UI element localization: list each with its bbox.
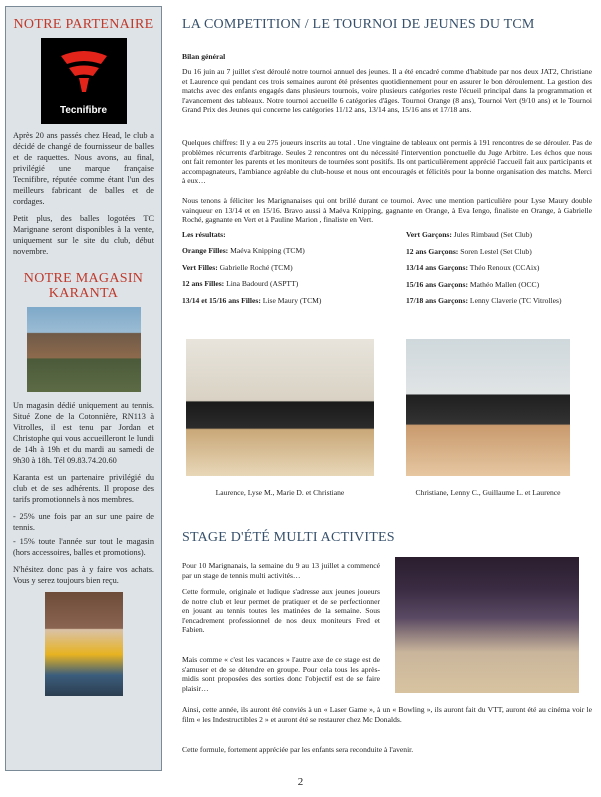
- sidebar: [5, 6, 162, 771]
- stage-paragraph-3: Mais comme « c'est les vacances » l'autre axe de ce stage est de s'amuser et de se détendre en groupe. Pour cela tous les après-midis sont proposées des sorties donc l'objectif est de se faire plaisir…: [182, 655, 380, 693]
- page-number: 2: [297, 776, 304, 788]
- shop-paragraph-3: - 25% une fois par an sur une paire de tennis.: [13, 512, 154, 532]
- result-winner: Soren Lestel (Set Club): [458, 246, 532, 256]
- result-row: [406, 247, 532, 257]
- result-category: Vert Garçons:: [406, 230, 452, 239]
- result-winner: Lise Maury (TCM): [260, 295, 322, 305]
- partner-paragraph-1: Après 20 ans passés chez Head, le club a décidé de changé de fournisseur de balles et de raquettes. Nous avons, au final, privilégié une marque française Tecnifibre, réputée comme étant l'un des meilleurs fabricant de balles et de cordages.: [13, 131, 154, 206]
- photo-1-caption: Laurence, Lyse M., Marie D. et Christiane: [215, 488, 345, 497]
- tournament-photo-2: [406, 339, 570, 476]
- shop-title: NOTRE MAGASIN KARANTA: [23, 271, 144, 301]
- result-winner: Mathéo Mallen (OCC): [468, 279, 540, 289]
- shop-paragraph-4: - 15% toute l'année sur tout le magasin (hors accessoires, balles et promotions).: [13, 537, 154, 557]
- competition-title: LA COMPETITION / LE TOURNOI DE JEUNES DU TCM: [182, 17, 535, 32]
- stage-title: STAGE D'ÉTÉ MULTI ACTIVITES: [182, 530, 395, 545]
- results-heading: Les résultats:: [182, 230, 226, 239]
- result-row: [406, 263, 539, 273]
- stage-paragraph-1: Pour 10 Marignanais, la semaine du 9 au 13 juillet a commencé par un stage de tennis multi activités…: [182, 561, 380, 580]
- bowling-photo: [395, 557, 579, 693]
- result-row: [182, 279, 298, 289]
- shop-paragraph-2: Karanta est un partenaire privilégié du club et de ses adhérents. Il propose des tarifs promotionnels à nos membres.: [13, 473, 154, 504]
- result-category: 12 ans Garçons:: [406, 246, 459, 256]
- result-category: 12 ans Filles:: [182, 279, 225, 288]
- bilan-paragraph-3: Nous tenons à féliciter les Marignanaises qui ont brillé durant ce tournoi. Avec une mention particulière pour Lyse Maury double vainqueur en 13/14 et en 15/16. Bravo aussi à Maéva Knipping, gagnante en Orange, à Eva Iengo, finaliste en Orange, à Gabrielle Roché, gagnante en Vert et à Pauline Marion , finaliste en Vert.: [182, 196, 592, 225]
- result-row: [406, 230, 532, 240]
- shop-photo: [27, 307, 141, 392]
- result-winner: Jules Rimbaud (Set Club): [451, 230, 533, 239]
- result-row: [182, 296, 321, 306]
- logo-wordmark: Tecnifibre: [59, 105, 108, 116]
- shop-paragraph-5: N'hésitez donc pas à y faire vos achats. Vous y serez toujours bien reçu.: [13, 565, 154, 585]
- result-category: 13/14 et 15/16 ans Filles:: [182, 295, 261, 305]
- shop-paragraph-1: Un magasin dédié uniquement au tennis. Situé Zone de la Cotonnière, RN113 à Vitrolles, il est tenu par Jordan et Christophe qui vous accueilleront le lundi de 14h à 19h et du mardi au samedi de 9h30 à 18h. Tél 09.83.74.20.60: [13, 401, 154, 465]
- shop-staff-photo: [45, 592, 123, 696]
- result-winner: Lenny Claverie (TC Vitrolles): [468, 296, 562, 305]
- stage-paragraph-4: Ainsi, cette année, ils auront été conviés à un « Laser Game », à un « Bowling », ils auront fait du VTT, auront été au cinéma voir le film « les Indestructibles 2 » et auront été se restaurer chez Mc Donalds.: [182, 705, 592, 724]
- stage-paragraph-2: Cette formule, originale et ludique s'adresse aux jeunes joueurs de notre club et leur permet de pratiquer et de se perfectionner en jouant au tennis toutes les matinées de la semaine. Sous l'encadrement professionnel de nos deux moniteurs Fred et Fabien.: [182, 587, 380, 635]
- result-row: [182, 263, 293, 273]
- result-category: 17/18 ans Garçons:: [406, 296, 469, 305]
- tournament-photo-1: [186, 339, 374, 476]
- result-category: Orange Filles:: [182, 246, 229, 255]
- result-winner: Lina Badourd (ASPTT): [224, 279, 299, 288]
- bilan-heading: Bilan général: [182, 52, 226, 61]
- photo-2-caption: Christiane, Lenny C., Guillaume L. et Laurence: [415, 488, 561, 497]
- result-row: [406, 280, 539, 290]
- result-winner: Gabrielle Roché (TCM): [217, 262, 293, 272]
- result-winner: Théo Renoux (CCAix): [468, 263, 540, 272]
- bilan-paragraph-2: Quelques chiffres: Il y a eu 275 joueurs inscrits au total . Une vingtaine de tableaux ont permis à 191 rencontres de se dérouler. Pas de problèmes récurrents d'arbitrage. Seules 2 rencontres ont du nécessité l'intervention ponctuelle du Juge Arbitre. Les échos que nous ont fait remonter les parents et les moniteurs de tournées sont positifs. Ils ont particulièrement apprécié l'accueil fait aux participants et accompagnateurs, l'ambiance agréable du club-house et nous ont encouragés et félicités pour la bonne organisation des matchs. Merci à eux…: [182, 138, 592, 186]
- stage-paragraph-5: Cette formule, fortement appréciée par les enfants sera reconduite à l'avenir.: [182, 745, 414, 754]
- result-winner: Maéva Knipping (TCM): [228, 246, 305, 255]
- bilan-paragraph-1: Du 16 juin au 7 juillet s'est déroulé notre tournoi annuel des jeunes. Il a été encadré comme d'habitude par nos deux JAT2, Christiane et Laurence qui pendant ces trois semaines auront été présentes quotidiennement pour en assurer le bon déroulement. La gestion des matchs avec des enfants engagés dans plusieurs tournois, voire plusieurs catégories reste l'écueil principal dans la programmation et l'avancement des tableaux. Notre tournoi accueille 6 catégories d'âges. Tournoi Orange (8 ans), Tournoi Vert (9/10 ans) et le Tournoi Grand Prix des Jeunes qui concerne les catégories 11/12 ans, 13/14 ans, 15/16 ans et 17/18 ans.: [182, 67, 592, 115]
- tecnifibre-logo: [41, 38, 127, 124]
- partner-title: NOTRE PARTENAIRE: [13, 17, 154, 32]
- tecnifibre-mark-icon: [57, 48, 111, 94]
- result-category: 13/14 ans Garçons:: [406, 263, 469, 272]
- result-row: [406, 296, 562, 306]
- result-category: Vert Filles:: [182, 262, 218, 272]
- partner-paragraph-2: Petit plus, des balles logotées TC Marignane seront disponibles à la vente, uniquement sur le site du club, début novembre.: [13, 214, 154, 256]
- result-category: 15/16 ans Garçons:: [406, 279, 469, 289]
- result-row: [182, 246, 305, 256]
